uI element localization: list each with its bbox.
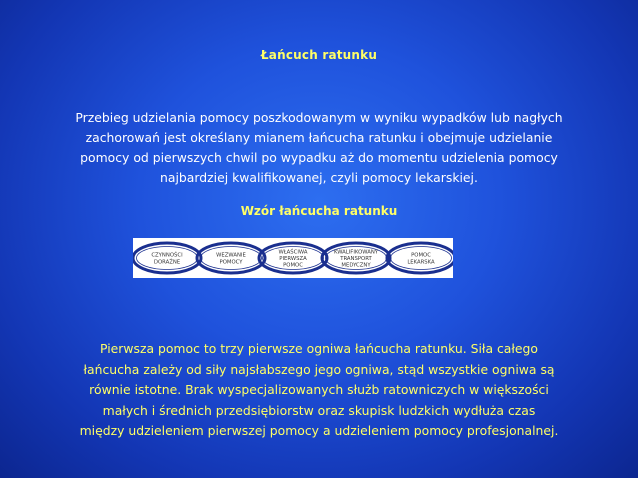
closing-line: równie istotne. Brak wyspecjalizowanych służb ratowniczych w większości (89, 382, 549, 397)
chain-subtitle: Wzór łańcucha ratunku (240, 204, 398, 218)
intro-paragraph (14, 108, 624, 188)
intro-line: Przebieg udzielania pomocy poszkodowanym w wyniku wypadków lub nagłych (75, 110, 563, 125)
chain-link-4 (322, 243, 390, 273)
chain-diagram-svg (133, 238, 453, 278)
chain-link-label: POMOC (283, 262, 303, 269)
chain-link-label: LEKARSKA (407, 259, 435, 266)
chain-diagram (133, 238, 453, 278)
slide-title: Łańcuch ratunku (260, 48, 378, 62)
chain-link-label: MEDYCZNY (341, 262, 371, 269)
intro-line: pomocy od pierwszych chwil po wypadku aż do momentu udzielenia pomocy (80, 150, 558, 165)
closing-line: Pierwsza pomoc to trzy pierwsze ogniwa łańcucha ratunku. Siła całego (100, 341, 538, 356)
chain-link-label: CZYNNOŚCI (151, 252, 183, 259)
intro-line: zachorowań jest określany mianem łańcucha ratunku i obejmuje udzielanie (85, 130, 553, 145)
chain-link-1 (133, 243, 201, 273)
chain-link-label: WEZWANIE (216, 252, 246, 259)
chain-link-label: POMOCY (219, 259, 243, 266)
closing-line: łańcucha zależy od siły najsłabszego jego ogniwa, stąd wszystkie ogniwa są (83, 361, 555, 377)
chain-link-label: TRANSPORT (340, 256, 372, 262)
chain-link-label: WŁAŚCIWA (278, 249, 308, 256)
chain-link-5 (387, 243, 453, 273)
intro-line: najbardziej kwalifikowanej, czyli pomocy lekarskiej. (160, 170, 478, 185)
chain-link-label: POMOC (411, 252, 431, 259)
chain-link-label: PIERWSZA (279, 256, 307, 262)
chain-link-label: DORAŹNE (153, 259, 181, 266)
chain-link-label: KWALIFIKOWANY (333, 249, 379, 256)
closing-line: małych i średnich przedsiębiorstw oraz skupisk ludzkich wydłuża czas (102, 402, 536, 418)
chain-link-2 (197, 243, 265, 273)
closing-line: między udzieleniem pierwszej pomocy a udzieleniem pomocy profesjonalnej. (79, 423, 559, 438)
closing-paragraph (14, 339, 624, 442)
chain-link-3 (259, 243, 327, 273)
